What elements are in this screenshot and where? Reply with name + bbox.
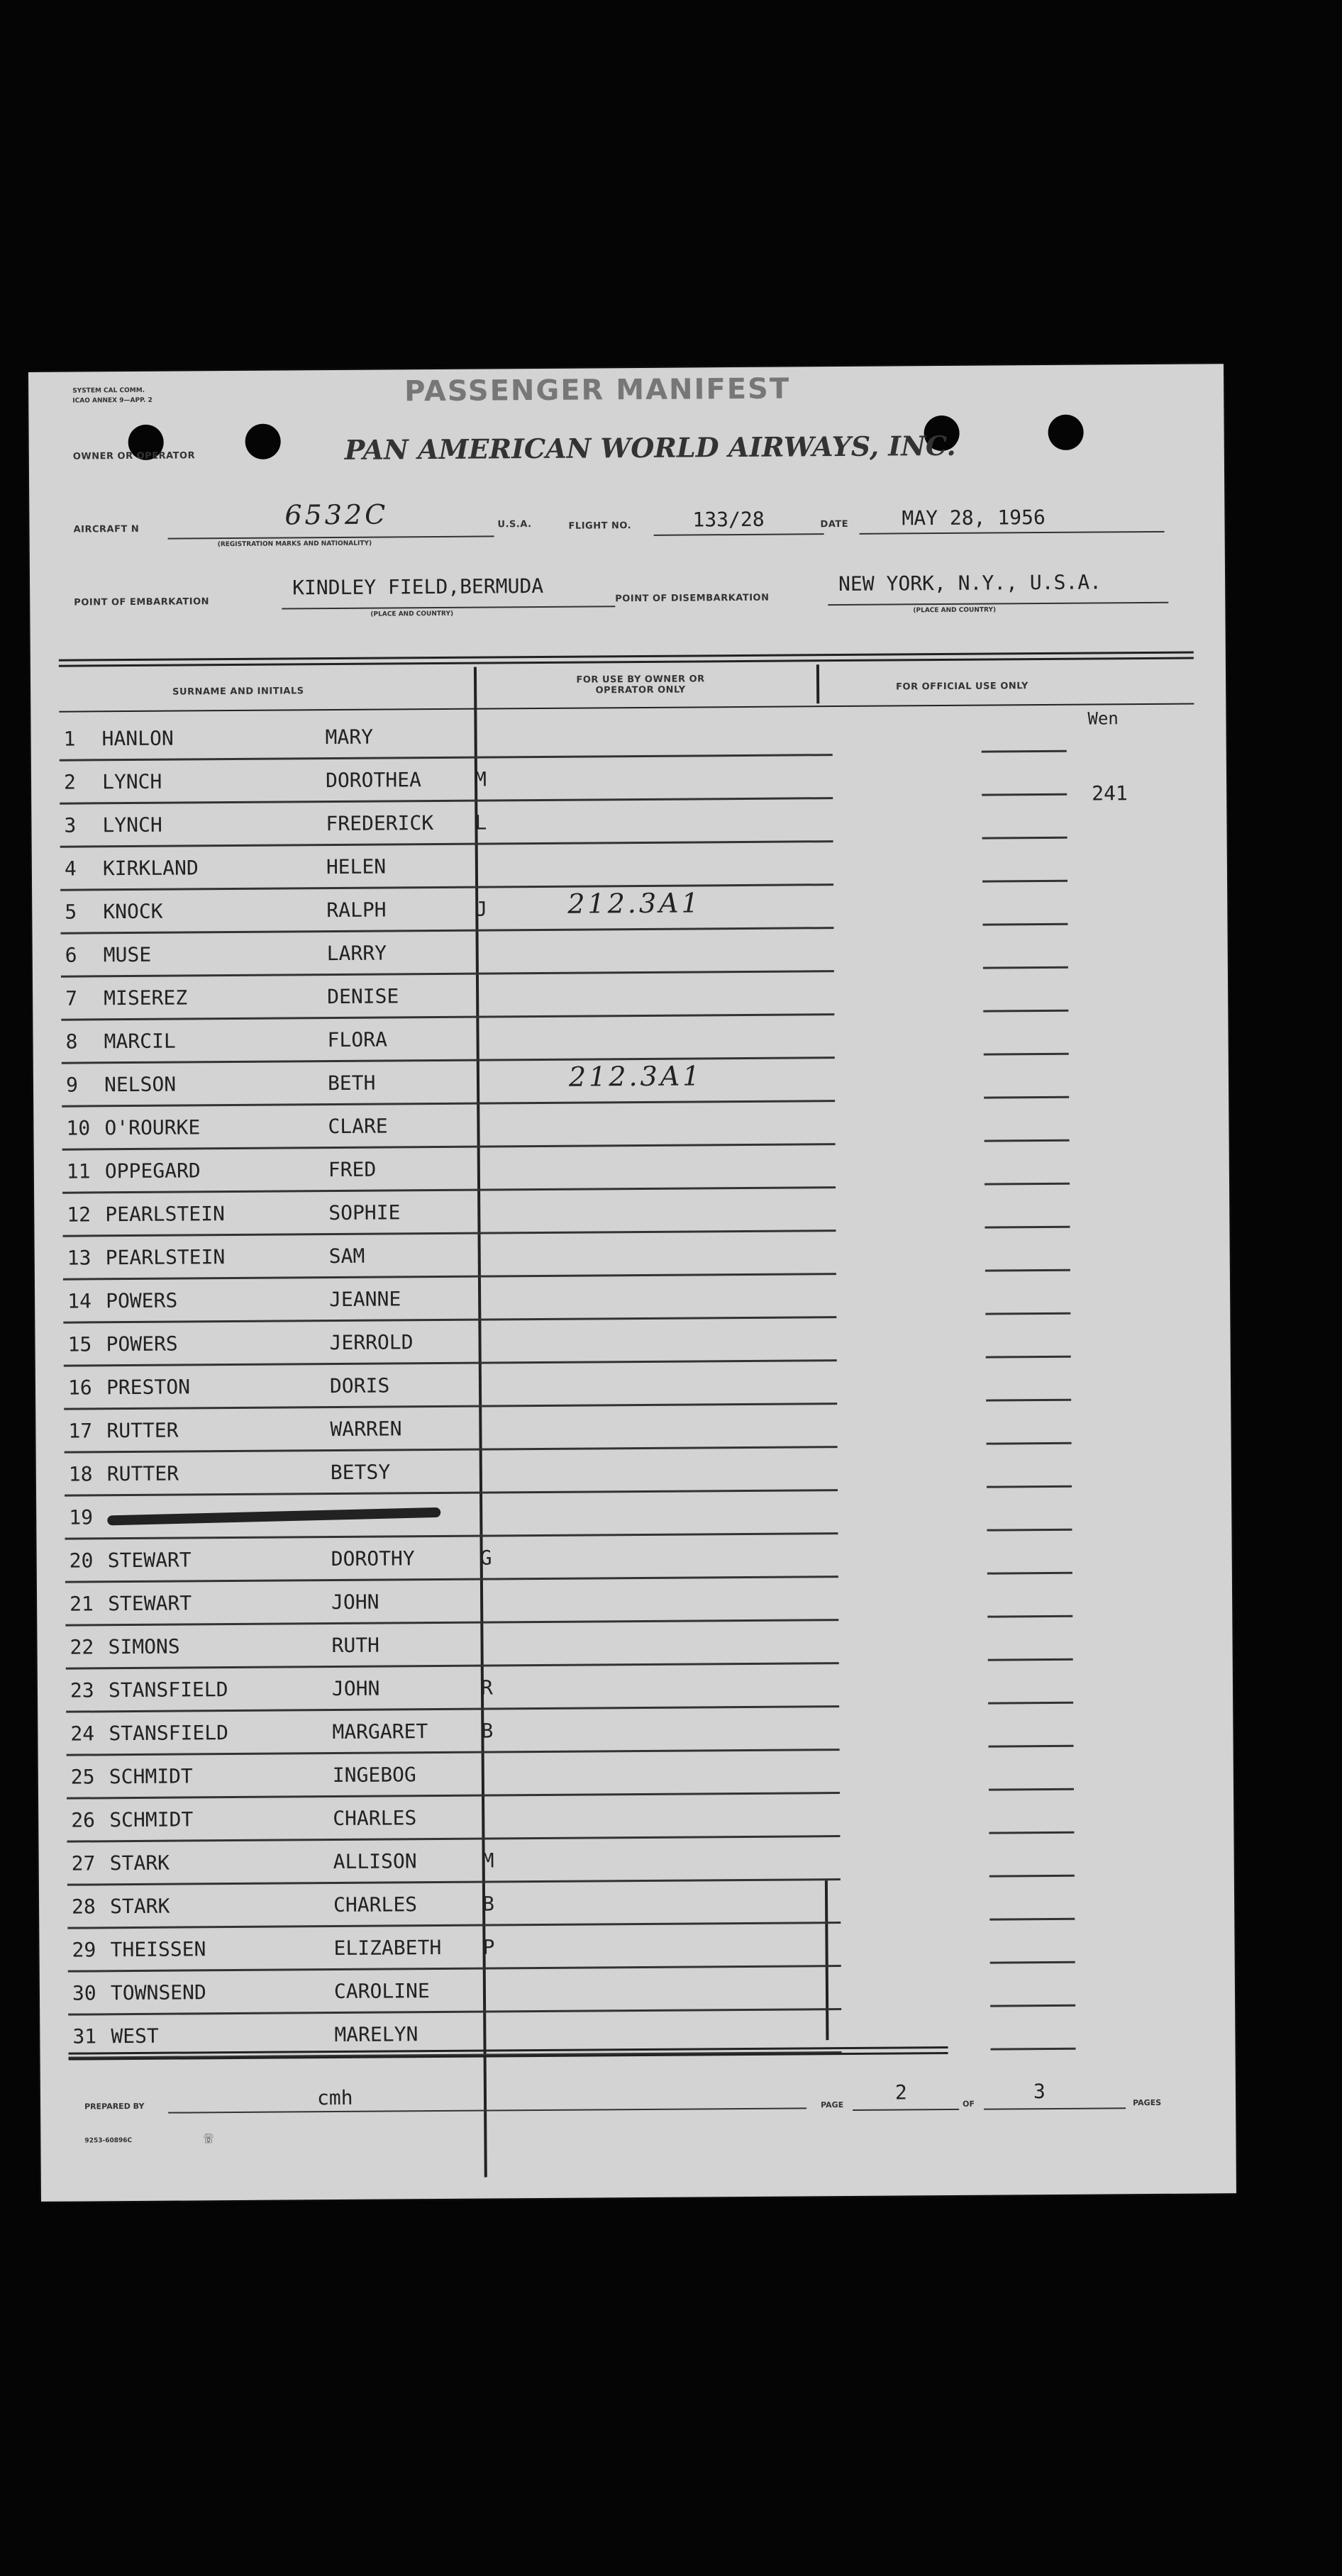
passenger-given-name: DORIS <box>329 1373 390 1398</box>
passenger-given-name: DOROTHEA <box>325 768 421 793</box>
passenger-given-name: INGEBOG <box>332 1763 416 1788</box>
nationality-label: U.S.A. <box>497 519 532 530</box>
passenger-row <box>63 1316 836 1367</box>
passenger-given-name: ALLISON <box>333 1849 417 1874</box>
passenger-given-name: CAROLINE <box>333 1979 430 2004</box>
passenger-given-name: RUTH <box>331 1633 380 1658</box>
passenger-number: 1 <box>63 727 76 751</box>
official-use-line <box>988 1702 1073 1705</box>
passenger-row <box>61 1013 834 1064</box>
official-use-line <box>987 1615 1072 1618</box>
aircraft-value: 6532C <box>284 498 389 531</box>
passenger-number: 7 <box>65 986 78 1010</box>
passenger-number: 24 <box>70 1722 95 1746</box>
passenger-given-name: CHARLES <box>333 1892 418 1917</box>
passenger-row <box>61 927 834 978</box>
passenger-number: 15 <box>67 1332 92 1356</box>
passenger-row <box>60 754 833 805</box>
passenger-surname: PEARLSTEIN <box>105 1245 226 1270</box>
official-use-line <box>985 1139 1070 1142</box>
passenger-row <box>66 1662 839 1713</box>
owner-label: OWNER OR OPERATOR <box>72 450 196 462</box>
passenger-number: 18 <box>68 1462 93 1486</box>
official-use-line <box>989 1831 1074 1834</box>
passenger-number: 8 <box>65 1030 78 1054</box>
passenger-surname: TOWNSEND <box>110 1980 206 2005</box>
passenger-number: 16 <box>67 1376 92 1400</box>
passenger-given-name: SAM <box>328 1244 365 1269</box>
official-use-line <box>990 2005 1075 2007</box>
passenger-initial: M <box>482 1849 494 1873</box>
passenger-number: 14 <box>67 1289 92 1313</box>
passenger-given-name: FRED <box>328 1157 377 1182</box>
col-official-header: FOR OFFICIAL USE ONLY <box>896 681 1028 693</box>
passenger-row <box>65 1446 838 1497</box>
passenger-row <box>65 1532 838 1583</box>
passenger-surname: SCHMIDT <box>109 1807 194 1832</box>
passenger-surname: STARK <box>109 1851 170 1875</box>
passenger-row <box>67 1835 840 1886</box>
passenger-number: 3 <box>64 813 77 837</box>
passenger-surname: WEST <box>111 2024 159 2048</box>
passenger-row <box>61 970 834 1021</box>
official-use-line <box>989 1745 1074 1748</box>
redaction-mark <box>107 1507 440 1525</box>
passenger-number: 13 <box>67 1246 92 1270</box>
passenger-number: 20 <box>69 1549 94 1573</box>
passenger-given-name: JERROLD <box>329 1330 414 1355</box>
company-name: PAN AMERICAN WORLD AIRWAYS, INC. <box>344 429 956 466</box>
col-surname-header: SURNAME AND INITIALS <box>172 686 304 698</box>
passenger-row <box>64 1359 837 1410</box>
embarkation-value: KINDLEY FIELD,BERMUDA <box>292 574 544 600</box>
passenger-number: 10 <box>66 1116 91 1140</box>
passenger-number: 4 <box>64 857 77 881</box>
passenger-given-name: MARELYN <box>334 2022 418 2047</box>
page-title: PASSENGER MANIFEST <box>404 372 791 408</box>
official-use-line <box>987 1572 1072 1575</box>
embarkation-sublabel: (PLACE AND COUNTRY) <box>370 610 454 618</box>
passenger-given-name: JOHN <box>331 1676 380 1701</box>
official-use-line <box>989 1875 1075 1878</box>
passenger-surname: NELSON <box>104 1072 177 1097</box>
prepared-value: cmh <box>316 2085 353 2110</box>
passenger-row <box>67 1922 841 1973</box>
passenger-initial: R <box>480 1675 493 1700</box>
passenger-surname: STEWART <box>107 1548 192 1573</box>
aircraft-label: AIRCRAFT N <box>73 523 140 535</box>
passenger-surname: STARK <box>109 1894 170 1919</box>
official-use-line <box>986 1399 1071 1402</box>
passenger-given-name: BETH <box>327 1071 376 1095</box>
passenger-surname: PRESTON <box>106 1375 191 1400</box>
passenger-surname: STANSFIELD <box>109 1721 229 1746</box>
passenger-number: 26 <box>71 1808 96 1832</box>
aircraft-sublabel: (REGISTRATION MARKS AND NATIONALITY) <box>217 540 372 549</box>
passenger-given-name: BETSY <box>330 1460 391 1485</box>
passenger-surname: POWERS <box>106 1288 178 1313</box>
passenger-number: 2 <box>63 770 77 794</box>
passenger-given-name: LARRY <box>326 941 387 966</box>
form-code-line-1: SYSTEM CAL COMM. <box>72 386 145 395</box>
manifest-page <box>28 364 1236 2202</box>
passenger-given-name: HELEN <box>326 854 387 879</box>
passenger-owner-note: 212.3A1 <box>568 1060 703 1093</box>
passenger-given-name: DOROTHY <box>331 1546 415 1571</box>
official-use-line <box>982 880 1068 883</box>
of-value: 3 <box>1033 2080 1046 2104</box>
passenger-surname: RUTTER <box>106 1418 179 1443</box>
passenger-owner-note: 212.3A1 <box>567 887 702 920</box>
official-use-line <box>982 793 1067 796</box>
disembarkation-label: POINT OF DISEMBARKATION <box>615 592 770 605</box>
official-use-line <box>987 1485 1072 1488</box>
passenger-surname: RUTTER <box>106 1461 179 1486</box>
passenger-number: 22 <box>70 1635 94 1659</box>
page-value: 2 <box>894 2080 907 2104</box>
passenger-initial: L <box>475 810 487 835</box>
date-value: MAY 28, 1956 <box>902 505 1046 530</box>
passenger-surname: THEISSEN <box>110 1937 206 1962</box>
passenger-row <box>65 1576 838 1627</box>
passenger-row <box>67 1878 841 1929</box>
passenger-initial: G <box>479 1546 492 1570</box>
passenger-number: 27 <box>71 1851 96 1875</box>
punch-hole <box>245 424 281 459</box>
passenger-row <box>68 1965 841 2016</box>
passenger-row <box>66 1705 839 1756</box>
prepared-label: PREPARED BY <box>84 2101 145 2112</box>
embarkation-label: POINT OF EMBARKATION <box>74 596 210 608</box>
pages-label: PAGES <box>1133 2097 1162 2108</box>
passenger-number: 29 <box>72 1938 96 1962</box>
passenger-row <box>62 1186 836 1237</box>
flight-value: 133/28 <box>692 507 765 532</box>
passenger-number: 23 <box>70 1678 94 1702</box>
passenger-number: 19 <box>69 1505 94 1529</box>
passenger-surname: MARCIL <box>104 1029 176 1054</box>
passenger-row <box>65 1489 838 1540</box>
passenger-surname: OPPEGARD <box>104 1159 201 1183</box>
passenger-row <box>64 1403 837 1454</box>
col-owner-header: FOR USE BY OWNER OR OPERATOR ONLY <box>576 674 705 696</box>
passenger-surname: SCHMIDT <box>109 1764 193 1789</box>
official-use-line <box>982 837 1068 840</box>
form-code-line-2: ICAO ANNEX 9—APP. 2 <box>72 396 152 405</box>
passenger-row <box>62 1143 836 1194</box>
disembarkation-value: NEW YORK, N.Y., U.S.A. <box>838 570 1102 596</box>
passenger-given-name: FREDERICK <box>326 811 434 836</box>
official-note-1: Wen <box>1087 708 1119 729</box>
passenger-given-name: JEANNE <box>329 1287 401 1312</box>
passenger-row <box>62 1230 836 1281</box>
passenger-number: 30 <box>72 1981 96 2005</box>
passenger-given-name: MARGARET <box>332 1719 428 1744</box>
official-use-line <box>985 1312 1070 1315</box>
official-use-line <box>988 1658 1073 1661</box>
official-use-line <box>982 923 1068 926</box>
official-use-line <box>984 1053 1069 1056</box>
passenger-row <box>60 797 833 848</box>
official-use-line <box>985 1226 1070 1229</box>
passenger-given-name: WARREN <box>330 1417 402 1442</box>
official-use-line <box>982 750 1067 753</box>
passenger-row <box>63 1273 836 1324</box>
passenger-surname: LYNCH <box>101 769 162 794</box>
passenger-row <box>59 710 832 762</box>
passenger-surname: KNOCK <box>103 899 163 924</box>
official-use-line <box>989 1788 1074 1791</box>
official-use-line <box>985 1269 1070 1272</box>
passenger-row <box>62 1100 835 1151</box>
official-use-line <box>983 966 1068 969</box>
punch-hole <box>1048 415 1083 450</box>
passenger-given-name: FLORA <box>327 1027 387 1052</box>
passenger-number: 31 <box>72 2024 97 2048</box>
passenger-surname: HANLON <box>101 726 174 751</box>
phone-logo-icon: ☏ <box>204 2129 214 2148</box>
passenger-number: 12 <box>67 1203 92 1227</box>
passenger-surname: MISEREZ <box>104 986 188 1010</box>
of-label: OF <box>963 2099 975 2109</box>
passenger-row <box>67 1792 840 1843</box>
passenger-surname: STANSFIELD <box>108 1678 228 1702</box>
passenger-surname: PEARLSTEIN <box>105 1202 225 1227</box>
official-use-line <box>989 1918 1075 1921</box>
passenger-surname: STEWART <box>108 1591 192 1616</box>
passenger-number: 17 <box>68 1419 93 1443</box>
passenger-given-name: CLARE <box>328 1114 388 1139</box>
passenger-number: 25 <box>70 1765 95 1789</box>
passenger-number: 6 <box>65 943 77 967</box>
date-label: DATE <box>820 518 849 530</box>
page-label: PAGE <box>821 2100 844 2110</box>
official-use-line <box>987 1529 1072 1532</box>
passenger-number: 21 <box>70 1592 94 1616</box>
official-use-line <box>990 1961 1075 1964</box>
passenger-initial: M <box>474 767 487 791</box>
passenger-given-name: ELIZABETH <box>333 1935 442 1961</box>
passenger-surname: LYNCH <box>102 813 162 837</box>
disembarkation-sublabel: (PLACE AND COUNTRY) <box>913 606 997 615</box>
official-use-line <box>991 2048 1076 2051</box>
passenger-row <box>67 1749 840 1800</box>
passenger-surname: POWERS <box>106 1332 178 1356</box>
passenger-initial: B <box>481 1719 494 1743</box>
passenger-surname: KIRKLAND <box>102 856 199 881</box>
passenger-given-name: SOPHIE <box>328 1200 401 1225</box>
passenger-row <box>60 883 833 935</box>
passenger-given-name: JOHN <box>331 1590 379 1615</box>
passenger-surname: MUSE <box>103 942 152 967</box>
official-use-line <box>983 1010 1068 1013</box>
official-use-line <box>985 1183 1070 1186</box>
passenger-given-name: MARY <box>325 725 374 749</box>
passenger-number: 9 <box>65 1073 78 1097</box>
passenger-row <box>60 840 833 891</box>
passenger-number: 28 <box>71 1895 96 1919</box>
flight-label: FLIGHT NO. <box>568 520 632 532</box>
passenger-given-name: CHARLES <box>333 1806 417 1831</box>
passenger-given-name: DENISE <box>327 984 399 1009</box>
official-use-line <box>984 1096 1069 1099</box>
passenger-initial: P <box>482 1935 495 1959</box>
passenger-surname: O'ROURKE <box>104 1115 201 1140</box>
passenger-initial: B <box>482 1892 495 1916</box>
official-note-2: 241 <box>1092 781 1128 805</box>
passenger-given-name: RALPH <box>326 898 387 922</box>
passenger-row <box>65 1619 838 1670</box>
passenger-surname: SIMONS <box>108 1634 180 1659</box>
official-use-line <box>987 1442 1072 1445</box>
official-use-line <box>986 1356 1071 1359</box>
passenger-initial: J <box>475 897 488 921</box>
passenger-row <box>62 1056 835 1108</box>
form-number: 9253-60896C <box>84 2137 133 2145</box>
passenger-number: 5 <box>65 900 77 924</box>
passenger-number: 11 <box>66 1159 91 1183</box>
